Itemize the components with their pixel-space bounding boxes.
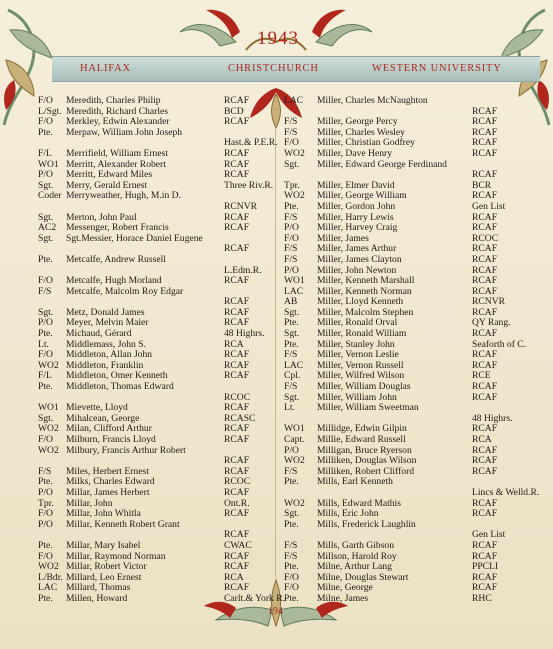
name-label: Mills, Frederick Laughlin (317, 518, 416, 530)
rank-label: AC2 (38, 222, 57, 234)
list-item (284, 255, 510, 266)
name-label: Miller, George Percy (317, 116, 398, 128)
name-label: Merpaw, William John Joseph (66, 126, 183, 138)
service-label: RCAF (224, 349, 250, 361)
service-label: RCAF (224, 550, 250, 562)
right-column (284, 95, 540, 605)
name-label: Mills, Eric John (317, 508, 379, 520)
service-label: CWAC (224, 539, 252, 551)
rank-label: LAC (38, 582, 58, 594)
rank-label: LAC (284, 285, 304, 297)
rank-label: P/O (38, 518, 53, 530)
rank-label: Pte. (38, 476, 53, 488)
name-label: Miller, Harvey Craig (317, 222, 398, 234)
service-label: RCAF (472, 508, 498, 520)
rank-label: F/O (38, 95, 53, 106)
service-label: RCNVR (224, 200, 258, 212)
list-item (38, 200, 258, 213)
rank-label: Lt. (284, 402, 295, 414)
name-label: Miller, Kenneth Marshall (317, 275, 415, 287)
name-label: Millson, Harold Roy (317, 550, 397, 562)
rank-label: F/S (284, 465, 298, 477)
name-label: Millard, Thomas (66, 582, 131, 594)
list-item (284, 149, 510, 160)
list-item (38, 255, 254, 266)
service-label: RCAF (224, 147, 250, 159)
service-label: RCAF (224, 465, 250, 477)
name-label: Michaud, Gérard (66, 328, 132, 340)
name-label: Meyer, Melvin Maier (66, 317, 149, 329)
service-label: Gen List (472, 529, 506, 541)
name-label: Middleton, Omer Kenneth (66, 370, 168, 382)
rank-label: WO1 (284, 275, 305, 287)
service-label: RCOC (472, 232, 499, 244)
service-label: RCA (224, 571, 244, 583)
rank-label: F/O (284, 137, 299, 149)
rank-label: Sgt. (284, 158, 300, 170)
rank-label: Pte. (284, 518, 299, 530)
name-label: Millar, James Herbert (66, 486, 150, 498)
list-item (38, 592, 286, 605)
name-label: Miller, John Newton (317, 264, 397, 276)
name-label: Miller, Malcolm Stephen (317, 306, 414, 318)
name-label: Miller, Vernon Russell (317, 359, 404, 371)
service-label: RCAF (472, 539, 498, 551)
list-item (284, 435, 510, 446)
service-label: RCAF (224, 508, 250, 520)
name-label: Milne, George (317, 582, 373, 594)
rank-label: F/L (38, 147, 52, 159)
service-label: RCAF (472, 264, 498, 276)
service-label: RCAF (472, 169, 498, 181)
rank-label: F/S (284, 253, 298, 265)
list-item (38, 488, 254, 499)
rank-label: Pte. (38, 539, 53, 551)
rank-label: P/O (284, 264, 299, 276)
name-label: Merrifield, William Ernest (66, 147, 169, 159)
rank-label: WO2 (284, 190, 305, 202)
list-item (284, 541, 510, 552)
name-label: Miller, Charles McNaughton (317, 95, 428, 106)
rank-label: Tpr. (38, 497, 54, 509)
rank-label: WO1 (38, 402, 59, 414)
rank-label: Sgt. (284, 391, 300, 403)
service-label: RCAF (224, 434, 250, 445)
service-label: RCAF (472, 306, 498, 318)
service-label: RCAF (472, 105, 498, 117)
name-label: Metcalfe, Hugh Morland (66, 275, 162, 287)
rank-label: F/S (284, 243, 298, 255)
rank-label: Tpr. (284, 179, 300, 191)
name-label: Miller, Lloyd Kenneth (317, 296, 404, 308)
service-label: RCAF (224, 296, 250, 308)
name-label: Miller, William Sweetman (317, 402, 419, 414)
name-label: Merry, Gerald Ernest (66, 179, 148, 191)
left-column (38, 95, 286, 605)
name-label: Metcalfe, Andrew Russell (66, 253, 166, 265)
name-label: Miller, Stanley John (317, 338, 395, 350)
service-label: RHC (472, 592, 492, 604)
rank-label: F/S (284, 550, 298, 562)
service-label: RCAF (224, 561, 250, 573)
service-label: RCAF (472, 243, 498, 255)
service-label: RCAF (472, 582, 498, 594)
rank-label: Pte. (284, 561, 299, 573)
rank-label: Sgt. (38, 179, 54, 191)
name-label: Merryweather, Hugh, M.in D. (66, 190, 181, 202)
service-label: RCAF (472, 465, 498, 477)
service-label: RCA (472, 434, 492, 445)
name-label: Middleton, Allan John (66, 349, 153, 361)
service-label: Three Riv.R. (224, 179, 274, 191)
rank-label: F/S (284, 116, 298, 128)
rank-label: Sgt. (284, 306, 300, 318)
name-label: Mihalcean, George (66, 412, 140, 424)
list-item (38, 541, 254, 552)
rank-label: Pte. (284, 317, 299, 329)
service-label: RCAF (224, 169, 250, 181)
service-label: RCAF (472, 423, 498, 435)
service-label: RCAF (224, 243, 250, 255)
service-label: PPCLI (472, 561, 499, 573)
name-label: Milbury, Francis Arthur Robert (66, 444, 186, 456)
rank-label: Pte. (38, 592, 53, 604)
rank-label: Cpl. (284, 370, 301, 382)
rank-label: Coder (38, 190, 62, 202)
name-label: Miller, Ronald William (317, 328, 407, 340)
list-item (38, 96, 254, 107)
service-label: RCAF (224, 116, 250, 128)
name-label: Miller, Harry Lewis (317, 211, 394, 223)
rank-label: LAC (284, 95, 304, 106)
rank-label: F/O (38, 349, 53, 361)
service-label: Gen List (472, 200, 506, 212)
name-label: Milne, James (317, 592, 369, 604)
service-label: RCAF (472, 550, 498, 562)
list-item (38, 149, 254, 160)
rank-label: Sgt. (38, 412, 54, 424)
service-label: RCAF (224, 306, 250, 318)
name-label: Middleton, Franklin (66, 359, 144, 371)
service-label: 48 Highrs. (224, 328, 265, 340)
rank-label: P/O (38, 169, 53, 181)
service-label: BCR (472, 179, 492, 191)
rank-label: F/O (284, 571, 299, 583)
rank-label: LAC (284, 359, 304, 371)
name-label: Miller, William John (317, 391, 397, 403)
name-label: Miller, Ronald Orval (317, 317, 398, 329)
service-label: RCOC (224, 391, 251, 403)
service-label: RCAF (472, 190, 498, 202)
service-label: RCAF (472, 137, 498, 149)
rank-label: P/O (284, 222, 299, 234)
name-label: Miller, Kenneth Norman (317, 285, 412, 297)
name-label: Miller, Christian Godfrey (317, 137, 415, 149)
service-label: RCAF (472, 497, 498, 509)
service-label: RCAF (224, 582, 250, 594)
service-label: RCE (472, 370, 491, 382)
name-label: Mills, Earl Kenneth (317, 476, 393, 488)
name-label: Metz, Donald James (66, 306, 145, 318)
name-label: Meredith, Richard Charles (66, 105, 169, 117)
name-label: Millie, Edward Russell (317, 434, 406, 445)
service-label: RCAF (224, 275, 250, 287)
rank-label: WO2 (38, 561, 59, 573)
name-label: Miller, Edward George Ferdinand (317, 158, 447, 170)
name-label: Mievette, Lloyd (66, 402, 128, 414)
name-label: Milks, Charles Edward (66, 476, 155, 488)
rank-label: Sgt. (38, 306, 54, 318)
service-label: L.Edm.R. (224, 264, 262, 276)
service-label: RCAF (224, 423, 250, 435)
name-label: Miller, George William (317, 190, 407, 202)
name-label: Miller, Wilfred Wilson (317, 370, 405, 382)
service-label: 48 Highrs. (472, 412, 513, 424)
name-label: Miles, Herbert Ernest (66, 465, 149, 477)
name-label: Messenger, Robert Francis (66, 222, 169, 234)
service-label: RCAF (472, 116, 498, 128)
rank-label: Sgt. (284, 328, 300, 340)
name-label: Merkley, Edwin Alexander (66, 116, 170, 128)
rank-label: F/O (38, 508, 53, 520)
service-label: RCAF (472, 222, 498, 234)
service-label: RCAF (224, 317, 250, 329)
name-label: Millen, Howard (66, 592, 128, 604)
year-title: 1943 (257, 28, 299, 49)
service-label: QY Rang. (472, 317, 511, 329)
rank-label: AB (284, 296, 298, 308)
rank-label: F/O (38, 275, 53, 287)
rank-label: F/S (38, 285, 52, 297)
list-item (38, 191, 254, 202)
name-label: Mills, Edward Mathis (317, 497, 401, 509)
rank-label: Sgt. (38, 211, 54, 223)
service-label: RCAF (472, 328, 498, 340)
rank-label: Pte. (284, 338, 299, 350)
service-label: Hast.& P.E.R. (224, 137, 278, 149)
rank-label: Pte. (284, 200, 299, 212)
rank-label: Pte. (38, 126, 53, 138)
name-label: Merritt, Edward Miles (66, 169, 153, 181)
rank-label: F/O (284, 232, 299, 244)
name-label: Miller, James (317, 232, 369, 244)
service-label: RCAF (224, 211, 250, 223)
service-label: RCAF (472, 211, 498, 223)
service-label: RCAF (224, 359, 250, 371)
name-label: Milliken, Robert Clifford (317, 465, 415, 477)
list-item (284, 96, 510, 107)
rank-label: WO2 (284, 455, 305, 467)
service-label: Lincs & Welld.R. (472, 486, 540, 498)
rank-label: F/S (284, 539, 298, 551)
service-label: RCAF (224, 158, 250, 170)
name-label: Millar, John (66, 497, 113, 509)
rank-label: F/O (38, 434, 53, 445)
service-label: RCAF (472, 147, 498, 159)
rank-label: P/O (38, 317, 53, 329)
rank-label: Pte. (284, 476, 299, 488)
page-number: 194 (268, 606, 283, 617)
rank-label: F/L (38, 370, 52, 382)
list-item (38, 287, 254, 298)
rank-label: F/O (284, 582, 299, 594)
rank-label: F/S (38, 465, 52, 477)
name-label: Miller, James Clayton (317, 253, 402, 265)
service-label: RCAF (472, 391, 498, 403)
service-label: Ont.R. (224, 497, 250, 509)
service-label: RCAF (472, 444, 498, 456)
name-label: Milliken, Douglas Wilson (317, 455, 417, 467)
name-label: Millar, Mary Isabel (66, 539, 141, 551)
rank-label: Pte. (38, 328, 53, 340)
list-item (284, 594, 510, 605)
service-label: BCD (224, 105, 244, 117)
name-label: Miller, Gordon John (317, 200, 396, 212)
service-label: RCAF (472, 381, 498, 393)
name-label: Millar, Robert Victor (66, 561, 147, 573)
list-item (38, 234, 254, 245)
header-banner (52, 56, 540, 82)
name-label: Millard, Leo Ernest (66, 571, 142, 583)
name-label: Milne, Arthur Lang (317, 561, 392, 573)
name-label: Middleton, Thomas Edward (66, 381, 174, 393)
banner-left-label: HALIFAX (80, 63, 131, 74)
service-label: RCAF (472, 359, 498, 371)
service-label: Seaforth of C. (472, 338, 527, 350)
name-label: Millar, Kenneth Robert Grant (66, 518, 180, 530)
name-label: Miller, Dave Henry (317, 147, 393, 159)
list-item (38, 382, 254, 393)
service-label: RCAF (472, 126, 498, 138)
rank-label: WO2 (284, 497, 305, 509)
service-label: RCAF (224, 222, 250, 234)
rank-label: P/O (284, 444, 299, 456)
name-label: Meredith, Charles Philip (66, 95, 161, 106)
list-item (38, 520, 254, 531)
rank-label: F/S (284, 211, 298, 223)
service-label: RCAF (224, 402, 250, 414)
banner-right-label: WESTERN UNIVERSITY (372, 63, 502, 74)
rank-label: Capt. (284, 434, 305, 445)
name-label: Middlemass, John S. (66, 338, 146, 350)
service-label: RCAF (224, 486, 250, 498)
service-label: Carlt.& York R. (224, 592, 286, 604)
column-divider-line (275, 128, 276, 578)
name-label: Merritt, Alexander Robert (66, 158, 166, 170)
name-label: Miller, William Douglas (317, 381, 411, 393)
name-label: Merton, John Paul (66, 211, 137, 223)
rank-label: WO1 (284, 423, 305, 435)
banner-center-label: CHRISTCHURCH (228, 63, 319, 74)
name-label: Miller, Vernon Leslie (317, 349, 399, 361)
rank-label: L/Bdr. (38, 571, 63, 583)
service-label: RCAF (224, 529, 250, 541)
name-label: Milan, Clifford Arthur (66, 423, 152, 435)
name-label: Millar, Raymond Norman (66, 550, 166, 562)
rank-label: F/S (284, 349, 298, 361)
rank-label: WO2 (38, 423, 59, 435)
list-item (284, 202, 510, 213)
service-label: RCAF (472, 285, 498, 297)
service-label: RCAF (224, 95, 250, 106)
service-label: RCOC (224, 476, 251, 488)
list-item (38, 128, 254, 139)
rank-label: F/S (284, 381, 298, 393)
rank-label: F/O (38, 550, 53, 562)
name-label: Sgt.Messier, Horace Daniel Eugene (66, 232, 203, 244)
rank-label: WO2 (38, 444, 59, 456)
rank-label: Sgt. (38, 232, 54, 244)
list-item (284, 486, 540, 499)
rank-label: WO2 (284, 147, 305, 159)
rank-label: Pte. (38, 381, 53, 393)
rank-label: WO1 (38, 158, 59, 170)
list-item (38, 435, 254, 446)
rank-label: F/O (38, 116, 53, 128)
service-label: RCAF (472, 455, 498, 467)
list-item (38, 446, 254, 457)
service-label: RCAF (472, 571, 498, 583)
name-label: Milburn, Francis Lloyd (66, 434, 156, 445)
name-label: Miller, Elmer David (317, 179, 395, 191)
name-label: Miller, Charles Wesley (317, 126, 405, 138)
service-label: RCNVR (472, 296, 506, 308)
rank-label: F/S (284, 126, 298, 138)
service-label: RCAF (224, 370, 250, 382)
name-label: Milne, Douglas Stewart (317, 571, 409, 583)
service-label: RCAF (472, 253, 498, 265)
rank-label: Pte. (284, 592, 299, 604)
service-label: RCA (224, 338, 244, 350)
rank-label: Sgt. (284, 508, 300, 520)
name-label: Miller, James Arthur (317, 243, 397, 255)
rank-label: L/Sgt. (38, 105, 62, 117)
rank-label: Pte. (38, 253, 53, 265)
name-label: Millar, John Whitla (66, 508, 141, 520)
name-label: Mills, Garth Gibson (317, 539, 395, 551)
name-label: Millidge, Edwin Gilpin (317, 423, 407, 435)
rank-label: WO2 (38, 359, 59, 371)
service-label: RCASC (224, 412, 256, 424)
name-label: Metcalfe, Malcolm Roy Edgar (66, 285, 184, 297)
name-label: Milligan, Bruce Ryerson (317, 444, 412, 456)
service-label: RCAF (472, 349, 498, 361)
rank-label: Lt. (38, 338, 49, 350)
service-label: RCAF (472, 275, 498, 287)
service-label: RCAF (224, 455, 250, 467)
rank-label: P/O (38, 486, 53, 498)
